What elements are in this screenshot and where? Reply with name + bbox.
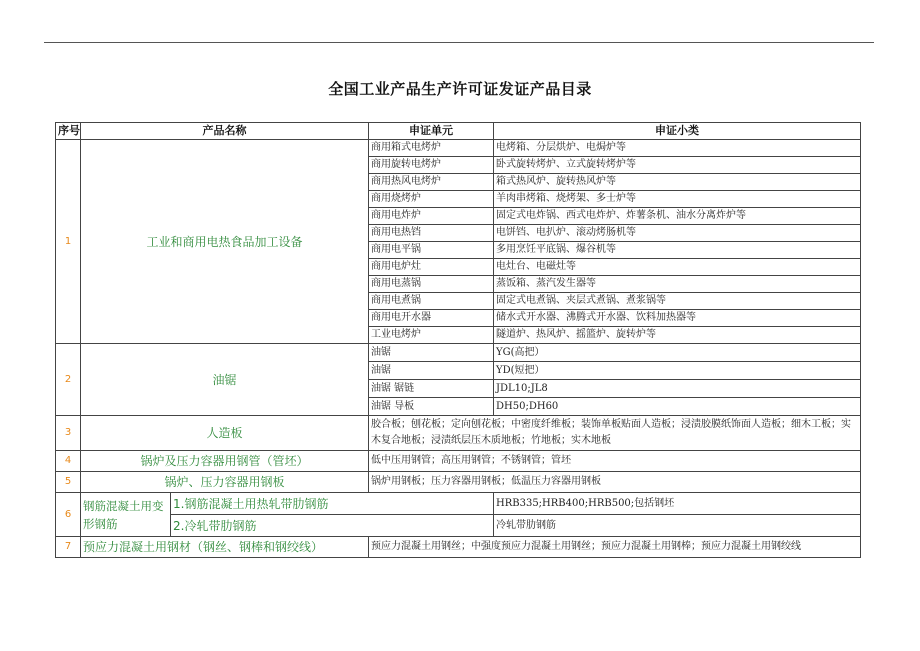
unit-cell: 1.钢筋混凝土用热轧带肋钢筋: [171, 493, 494, 515]
unit-cell: 工业电烤炉: [369, 327, 494, 344]
seq-2: 2: [56, 344, 81, 416]
subclass-cell: JDL10;JL8: [494, 380, 861, 398]
subclass-cell: HRB335;HRB400;HRB500;包括钢坯: [494, 493, 861, 515]
unit-cell: 商用电炸炉: [369, 208, 494, 225]
subclass-cell: 多用烹饪平底锅、爆谷机等: [494, 242, 861, 259]
page-title: 全国工业产品生产许可证发证产品目录: [328, 80, 592, 98]
table-row: [56, 344, 861, 362]
table-header-row: [56, 123, 861, 140]
unit-cell: 商用电煮锅: [369, 293, 494, 310]
table-row: [56, 140, 861, 157]
subclass-cell: 电饼铛、电扒炉、滚动烤肠机等: [494, 225, 861, 242]
subclass-cell: 羊肉串烤箱、烧烤架、多士炉等: [494, 191, 861, 208]
product-name-4: 锅炉及压力容器用钢管（管坯）: [81, 451, 369, 472]
subclass-cell: 储水式开水器、沸腾式开水器、饮料加热器等: [494, 310, 861, 327]
unit-cell: 油锯: [369, 362, 494, 380]
subclass-cell: 固定式电炸锅、西式电炸炉、炸薯条机、油水分离炸炉等: [494, 208, 861, 225]
unit-cell: 油锯: [369, 344, 494, 362]
unit-cell: 商用电炉灶: [369, 259, 494, 276]
table-row: [56, 537, 861, 558]
table-row: [56, 493, 861, 515]
subclass-cell: 锅炉用钢板；压力容器用钢板；低温压力容器用钢板: [369, 472, 861, 493]
unit-cell: 2.冷轧带肋钢筋: [171, 515, 494, 537]
unit-cell: 商用旋转电烤炉: [369, 157, 494, 174]
product-name-3: 人造板: [81, 416, 369, 451]
unit-cell: 商用电平锅: [369, 242, 494, 259]
subclass-cell: 低中压用钢管；高压用钢管；不锈钢管；管坯: [369, 451, 861, 472]
product-name-5: 锅炉、压力容器用钢板: [81, 472, 369, 493]
product-name-1: 工业和商用电热食品加工设备: [81, 140, 369, 344]
subclass-cell: 预应力混凝土用钢丝；中强度预应力混凝土用钢丝；预应力混凝土用钢棒；预应力混凝土用钢绞线: [369, 537, 861, 558]
unit-cell: 商用箱式电烤炉: [369, 140, 494, 157]
subclass-cell: DH50;DH60: [494, 398, 861, 416]
product-name-6: 钢筋混凝土用变形钢筋: [81, 493, 171, 537]
subclass-cell: YG(高把）: [494, 344, 861, 362]
unit-cell: 商用电开水器: [369, 310, 494, 327]
header-product-name: 产品名称: [81, 123, 369, 140]
seq-6: 6: [56, 493, 81, 537]
unit-cell: 油锯 锯链: [369, 380, 494, 398]
unit-cell: 商用电热铛: [369, 225, 494, 242]
subclass-cell: 隧道炉、热风炉、摇篮炉、旋转炉等: [494, 327, 861, 344]
product-catalog-table: [55, 122, 861, 558]
seq-5: 5: [56, 472, 81, 493]
subclass-cell: 卧式旋转烤炉、立式旋转烤炉等: [494, 157, 861, 174]
subclass-cell: 电灶台、电磁灶等: [494, 259, 861, 276]
subclass-cell: 冷轧带肋钢筋: [494, 515, 861, 537]
table-row: [56, 472, 861, 493]
table-row: [56, 451, 861, 472]
top-rule: [44, 42, 874, 43]
seq-1: 1: [56, 140, 81, 344]
product-name-2: 油锯: [81, 344, 369, 416]
seq-3: 3: [56, 416, 81, 451]
table-row: [56, 416, 861, 451]
seq-4: 4: [56, 451, 81, 472]
subclass-cell: YD(短把）: [494, 362, 861, 380]
unit-cell: 商用热风电烤炉: [369, 174, 494, 191]
subclass-cell: 固定式电煮锅、夹层式煮锅、煮浆锅等: [494, 293, 861, 310]
header-unit: 申证单元: [369, 123, 494, 140]
unit-cell: 商用烧烤炉: [369, 191, 494, 208]
unit-cell: 商用电蒸锅: [369, 276, 494, 293]
header-subclass: 申证小类: [494, 123, 861, 140]
subclass-cell: 胶合板；刨花板；定向刨花板；中密度纤维板；装饰单板贴面人造板；浸渍胶膜纸饰面人造板；细木工板；实木复合地板；浸渍纸层压木质地板；竹地板；实木地板: [369, 416, 861, 451]
seq-7: 7: [56, 537, 81, 558]
product-name-7: 预应力混凝土用钢材（钢丝、钢棒和钢绞线）: [81, 537, 369, 558]
unit-cell: 油锯 导板: [369, 398, 494, 416]
header-seq: 序号: [56, 123, 81, 140]
subclass-cell: 蒸饭箱、蒸汽发生器等: [494, 276, 861, 293]
subclass-cell: 箱式热风炉、旋转热风炉等: [494, 174, 861, 191]
table-row: [56, 515, 861, 537]
subclass-cell: 电烤箱、分层烘炉、电焗炉等: [494, 140, 861, 157]
